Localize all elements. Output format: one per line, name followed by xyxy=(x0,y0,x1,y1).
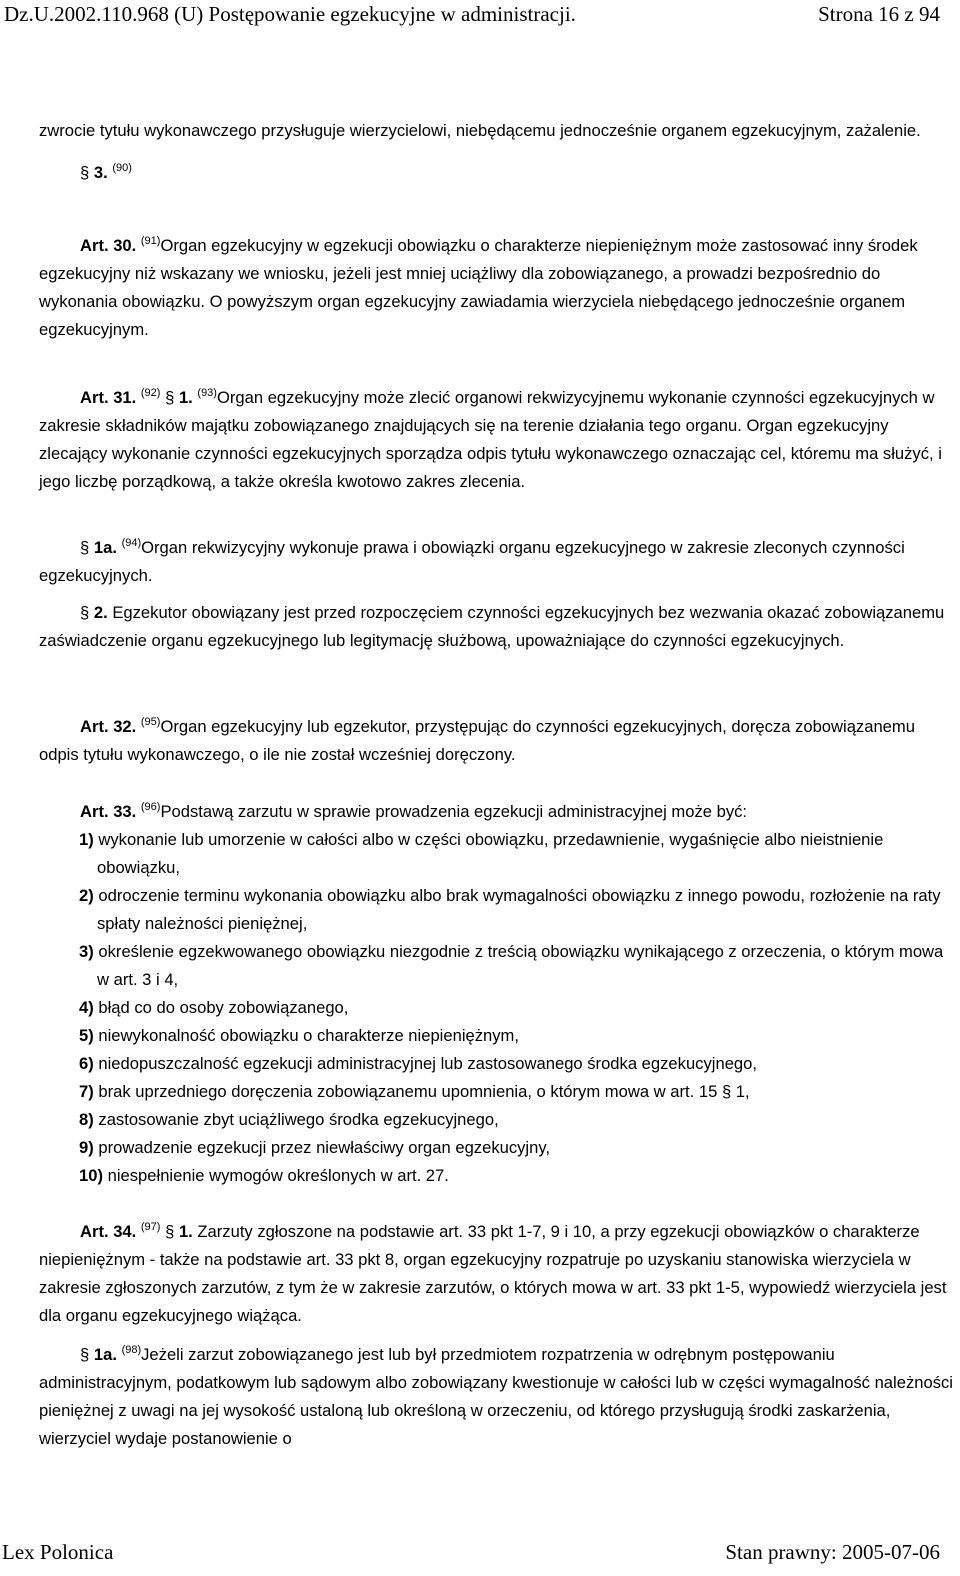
footer-publisher: Lex Polonica xyxy=(2,1540,114,1564)
list-item: 3) określenie egzekwowanego obowiązku niezgodnie z treścią obowiązku wynikającego z orzeczenia, o którym mowa w art. 3 i 4, xyxy=(79,942,944,989)
article-34: Art. 34. $^{(97)}$ § 1. Zarzuty zgłoszone na podstawie art. 33 pkt 1-7, 9 i 10, a przy egzekucji obowiązków o charakterze niepieniężnym - także na podstawie art. 33 pkt 8, organ egzekucyjny rozpatruje po uzyskaniu stanowiska wierzyciela w zakresie zgłoszonych zarzutów, z tym że w zakresie zarzutów, o których mowa w art. 33 pkt 1-5, wypowiedź wierzyciela jest dla organu egzekucyjnego wiążąca. xyxy=(39,1221,947,1325)
header-document-title: Dz.U.2002.110.968 (U) Postępowanie egzekucyjne w administracji. xyxy=(4,2,576,26)
list-item: 10) niespełnienie wymogów określonych w art. 27. xyxy=(79,1166,449,1185)
article-33: Art. 33. $^{(96)}$Podstawą zarzutu w sprawie prowadzenia egzekucji administracyjnej może być: xyxy=(80,801,748,821)
article-number: Art. 32. xyxy=(80,717,137,736)
article-34-section-1a: § 1a. $^{(98)}$Jeżeli zarzut zobowiązanego jest lub był przedmiotem rozpatrzenia w odrębnym postępowaniu administracyjnym, podatkowym lub sądowym albo zobowiązany kwestionuje w całości lub w części wymagalność należności pieniężnej z uwagi na jej wysokość ustaloną lub określoną w orzeczeniu, od którego przysługują środki zaskarżenia, wierzyciel wydaje postanowienie o xyxy=(39,1344,953,1448)
footer-legal-status-date: Stan prawny: 2005-07-06 xyxy=(725,1540,940,1564)
footnote-ref: (92) xyxy=(140,387,161,399)
footnote-ref: (98) xyxy=(121,1344,142,1356)
footnote-ref: (90) xyxy=(112,162,132,174)
page-footer xyxy=(0,1540,960,1574)
list-item: 5) niewykonalność obowiązku o charakterze niepieniężnym, xyxy=(79,1026,519,1045)
footnote-ref: (95) xyxy=(140,716,161,728)
article-number: Art. 34. xyxy=(80,1222,137,1241)
list-item: 9) prowadzenie egzekucji przez niewłaściwy organ egzekucyjny, xyxy=(79,1138,551,1157)
footnote-ref: (94) xyxy=(121,537,142,549)
article-31-section-2: § 2. Egzekutor obowiązany jest przed rozpoczęciem czynności egzekucyjnych bez wezwania okazać zobowiązanemu zaświadczenie organu egzekucyjnego lub legitymację służbową, upoważniające do czynności egzekucyjnych. xyxy=(39,603,945,650)
footnote-ref: (97) xyxy=(140,1221,161,1233)
article-32: Art. 32. $^{(95)}$Organ egzekucyjny lub egzekutor, przystępując do czynności egzekucyjnych, doręcza zobowiązanemu odpis tytułu wykonawczego, o ile nie został wcześniej doręczony. xyxy=(39,716,915,764)
article-30: Art. 30. $^{(91)}$Organ egzekucyjny w egzekucji obowiązku o charakterze niepieniężnym może zastosować inny środek egzekucyjny niż wskazany we wniosku, jeżeli jest mniej uciążliwy dla zobowiązanego, a prowadzi bezpośrednio do wykonania obowiązku. O powyższym organ egzekucyjny zawiadamia wierzyciela niebędącego jednocześnie organem egzekucyjnym. xyxy=(39,235,918,339)
list-item: 2) odroczenie terminu wykonania obowiązku albo brak wymagalności obowiązku z innego powodu, rozłożenie na raty spłaty należności pieniężnej, xyxy=(79,886,941,933)
article-number: Art. 30. xyxy=(80,236,137,255)
page-header xyxy=(0,0,960,34)
footnote-ref: (96) xyxy=(140,801,161,813)
list-item: 7) brak uprzedniego doręczenia zobowiązanemu upomnienia, o którym mowa w art. 15 § 1, xyxy=(79,1082,750,1101)
list-item: 4) błąd co do osoby zobowiązanego, xyxy=(79,998,349,1017)
paragraph-continuation: zwrocie tytułu wykonawczego przysługuje wierzycielowi, niebędącemu jednocześnie organem egzekucyjnym, zażalenie. xyxy=(39,121,921,140)
list-item: 8) zastosowanie zbyt uciążliwego środka egzekucyjnego, xyxy=(79,1110,499,1129)
article-31: Art. 31. $^{(92)}$ § 1. $^{(93)}$Organ egzekucyjny może zlecić organowi rekwizycyjnemu wykonanie czynności egzekucyjnych w zakresie składników majątku zobowiązanego znajdujących się na terenie działania tego organu. Organ egzekucyjny zlecający wykonanie czynności egzekucyjnych sporządza odpis tytułu wykonawczego oznaczając cel, któremu ma służyć, i jego liczbę porządkową, a także określa kwotowo zakres zlecenia. xyxy=(39,387,942,491)
list-item: 1) wykonanie lub umorzenie w całości albo w części obowiązku, przedawnienie, wygaśnięcie albo nieistnienie obowiązku, xyxy=(79,830,884,877)
list-item: 6) niedopuszczalność egzekucji administracyjnej lub zastosowanego środka egzekucyjnego, xyxy=(79,1054,757,1073)
header-page-number: Strona 16 z 94 xyxy=(818,2,940,26)
article-number: Art. 33. xyxy=(80,802,137,821)
article-31-section-1a: § 1a. $^{(94)}$Organ rekwizycyjny wykonuje prawa i obowiązki organu egzekucyjnego w zakresie zleconych czynności egzekucyjnych. xyxy=(39,537,905,585)
paragraph-section-3: § 3. $^{(90)}$ xyxy=(80,162,132,182)
article-number: Art. 31. xyxy=(80,388,137,407)
footnote-ref: (93) xyxy=(197,387,217,399)
footnote-ref: (91) xyxy=(140,235,161,247)
